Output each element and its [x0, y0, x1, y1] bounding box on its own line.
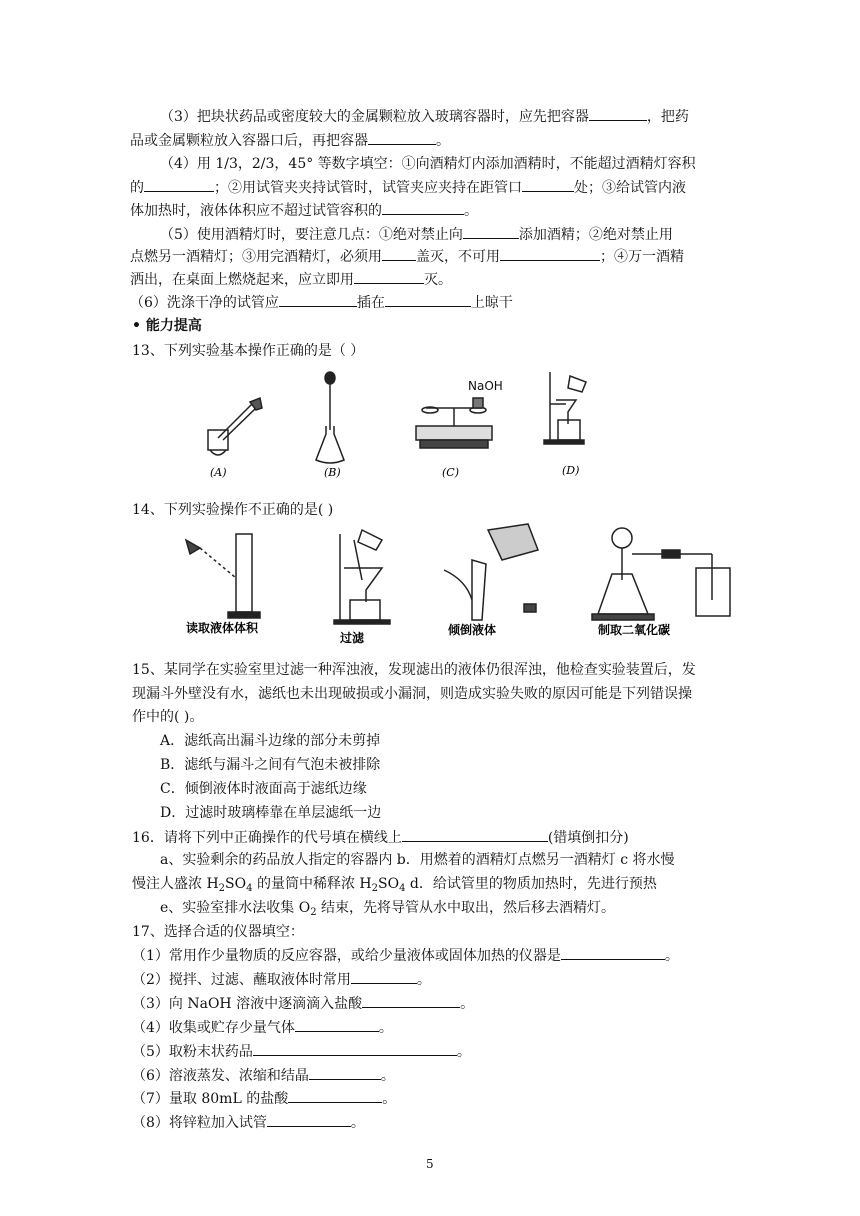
blank	[253, 1041, 457, 1056]
text: （7）量取 80mL 的盐酸	[132, 1091, 289, 1107]
q14-figure-cylinder	[186, 534, 260, 618]
blank	[144, 177, 214, 192]
q17-item-8	[132, 1112, 365, 1133]
blank	[351, 969, 417, 984]
blank	[382, 246, 416, 261]
text: 。	[380, 1068, 395, 1084]
fill-q4-line1	[160, 154, 696, 174]
text: 。	[460, 996, 475, 1012]
blank	[402, 827, 548, 842]
subscript: 4	[246, 883, 253, 894]
q13-label-d: (D)	[562, 464, 580, 477]
fill-q6	[130, 292, 513, 313]
text: （4）用 1/3，2/3，45° 等数字填空：①向酒精灯内添加酒精时，不能超过酒精灯容积	[160, 156, 696, 172]
blank	[385, 292, 471, 307]
text: 。	[664, 948, 679, 964]
text: （3）把块状药品或密度较大的金属颗粒放入玻璃容器时，应先把容器	[160, 109, 589, 125]
text: （6）溶液蒸发、浓缩和结晶	[132, 1068, 309, 1084]
q17-item-7	[132, 1088, 396, 1109]
subscript: 2	[218, 883, 226, 894]
q16-stem	[132, 827, 629, 848]
text: （6）洗涤干净的试管应	[130, 295, 279, 311]
subscript: 4	[399, 883, 406, 894]
fill-q3-line2	[130, 130, 450, 151]
q17-item-1	[132, 945, 679, 966]
caption-read-volume: 读取液体体积	[186, 621, 259, 635]
text: e、实验室排水法收集 O	[160, 900, 311, 916]
caption-filter: 过滤	[340, 631, 365, 645]
text: 品或金属颗粒放入容器口后，再把容器	[130, 133, 368, 149]
naoh-label: NaOH	[468, 379, 503, 393]
text: ；④万一酒精	[600, 249, 684, 265]
q15-option-a: A．滤纸高出漏斗边缘的部分未剪掉	[160, 733, 381, 749]
text: 体加热时，液体体积应不超过试管容积的	[130, 203, 382, 219]
text: d．给试管里的物质加热时，先进行预热	[405, 876, 657, 892]
text: SO	[377, 876, 400, 892]
caption-co2: 制取二氧化碳	[598, 623, 671, 637]
blank	[368, 130, 436, 145]
text: 灭。	[424, 272, 452, 288]
text: 盖灭，不可用	[416, 249, 500, 265]
q14-figure-co2	[592, 528, 730, 620]
page-number: 5	[426, 1157, 434, 1171]
text: 的	[130, 180, 144, 196]
blank	[309, 1065, 381, 1080]
q17-item-3	[132, 993, 474, 1014]
blank	[500, 246, 600, 261]
fill-q4-line3	[130, 200, 478, 221]
text: 的量筒中稀释浓 H	[252, 876, 372, 892]
text: （4）收集或贮存少量气体	[132, 1020, 295, 1036]
fill-q5-line1	[160, 224, 673, 245]
text: 。	[456, 1044, 471, 1060]
text: 慢注人盛浓 H	[132, 876, 219, 892]
q15-option-b: B．滤纸与漏斗之间有气泡未被排除	[160, 757, 381, 773]
text: 插在	[356, 295, 385, 311]
fill-q4-line2	[130, 177, 686, 198]
blank	[279, 292, 357, 307]
text: 。	[378, 1020, 393, 1036]
q14-stem: 14、下列实验操作不正确的是( )	[132, 502, 334, 518]
fill-q5-line2	[130, 246, 684, 267]
q13-label-c: (C)	[442, 466, 459, 479]
text: （2）搅拌、过滤、蘸取液体时常用	[132, 972, 351, 988]
text: 添加酒精；②绝对禁止用	[518, 227, 673, 243]
q13-label-b: (B)	[324, 466, 341, 479]
q16-line-b	[132, 874, 657, 894]
q16-line-e	[160, 898, 615, 918]
subscript: 2	[310, 907, 317, 918]
text: 点燃另一酒精灯；③用完酒精灯，必须用	[130, 249, 382, 265]
q13-figure-b	[316, 372, 344, 463]
text: 。	[416, 972, 431, 988]
text: 处；③给试管内液	[574, 180, 686, 196]
text: （1）常用作少量物质的反应容器，或给少量液体或固体加热的仪器是	[132, 948, 561, 964]
q13-figure-d	[544, 372, 586, 444]
blank	[288, 1088, 382, 1103]
text: 洒出，在桌面上燃烧起来，应立即用	[130, 272, 354, 288]
text: (错填倒扣分)	[547, 830, 629, 846]
q14-figure-filter	[334, 530, 390, 624]
fill-q5-line3	[130, 269, 452, 290]
text: 上晾干	[470, 295, 513, 311]
q13-figures	[190, 368, 610, 480]
caption-pour: 倾倒液体	[448, 623, 497, 637]
text: （3）向 NaOH 溶液中逐滴滴入盐酸	[132, 996, 363, 1012]
q17-item-6	[132, 1065, 395, 1086]
text: （8）将锌粒加入试管	[132, 1115, 267, 1131]
q15-option-d: D．过滤时玻璃棒靠在单层滤纸一边	[160, 805, 382, 821]
text: 结束，先将导管从水中取出，然后移去酒精灯。	[316, 900, 616, 916]
blank	[295, 1017, 379, 1032]
text: 。	[382, 1091, 397, 1107]
text: 。	[436, 133, 450, 149]
text: SO	[225, 876, 247, 892]
q13-figure-a	[208, 398, 262, 455]
blank	[463, 224, 519, 239]
q17-item-4	[132, 1017, 393, 1038]
q13-figure-c	[416, 398, 492, 448]
blank	[354, 269, 424, 284]
text: 。	[350, 1115, 365, 1131]
subscript: 2	[371, 883, 378, 894]
q13-stem: 13、下列实验基本操作正确的是（ ）	[132, 343, 365, 359]
blank	[382, 200, 464, 215]
q17-item-5	[132, 1041, 471, 1062]
q14-figures	[176, 520, 736, 646]
q17-stem: 17、选择合适的仪器填空：	[132, 924, 304, 940]
section-title: • 能力提高	[132, 318, 202, 334]
q13-label-a: (A)	[210, 466, 227, 479]
q15-option-c: C．倾倒液体时液面高于滤纸边缘	[160, 781, 367, 797]
text: （5）取粉末状药品	[132, 1044, 253, 1060]
text: （5）使用酒精灯时，要注意几点：①绝对禁止向	[160, 227, 463, 243]
q15-line1: 15、某同学在实验室里过滤一种浑浊液，发现滤出的液体仍很浑浊，他检查实验装置后，发	[132, 662, 696, 678]
text: 。	[464, 203, 478, 219]
text: 16．请将下列中正确操作的代号填在横线上	[132, 830, 402, 846]
blank	[362, 993, 460, 1008]
q15-line2: 现漏斗外壁没有水，滤纸也未出现破损或小漏洞，则造成实验失败的原因可能是下列错误操	[132, 686, 692, 702]
q14-figure-pour	[444, 524, 538, 620]
fill-q3-line1	[160, 106, 689, 127]
blank	[267, 1112, 351, 1127]
q15-line3: 作中的( )。	[132, 709, 204, 725]
q17-item-2	[132, 969, 431, 990]
blank	[522, 177, 574, 192]
blank	[561, 945, 665, 960]
text: ；②用试管夹夹持试管时，试管夹应夹持在距管口	[214, 180, 522, 196]
blank	[589, 106, 647, 121]
q16-line-a: a、实验剩余的药品放人指定的容器内 b．用燃着的酒精灯点燃另一酒精灯 c 将水慢	[160, 852, 675, 868]
text: ，把药	[646, 109, 689, 125]
